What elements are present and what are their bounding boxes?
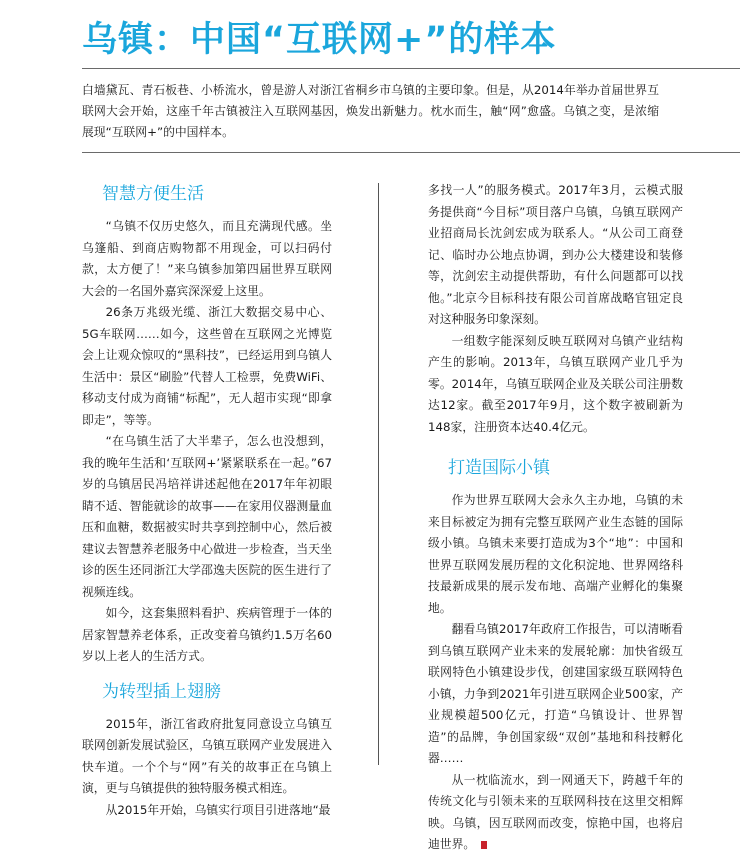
paragraph: 26条万兆级光缆、浙江大数据交易中心、5G车联网……如今，这些曾在互联网之光博览会上让观众惊叹的“黑科技”，已经运用到乌镇人生活中：景区“刷脸”代替人工检票，免费WiFi、移动支付成为商铺“标配”，无人超市实现“即拿即走”，等等。 [82,305,332,427]
section-heading-smart-life: 智慧方便生活 [102,184,204,204]
column-divider [378,183,379,765]
paragraph: 一组数字能深刻反映互联网对乌镇产业结构产生的影响。2013年，乌镇互联网产业几乎为零。2014年，乌镇互联网企业及关联公司注册数达12家。截至2017年9月，这个数字被刷新为148家，注册资本达40.4亿元。 [428,333,683,434]
intro-divider [82,152,740,153]
paragraph: 2015年，浙江省政府批复同意设立乌镇互联网创新发展试验区，乌镇互联网产业发展进入快车道。一个个与“网”有关的故事正在乌镇上演，更与乌镇提供的独特服务模式相连。 [82,716,332,795]
paragraph: 从2015年开始，乌镇实行项目引进落地“最 [105,802,331,817]
section-heading-international-town: 打造国际小镇 [448,458,550,478]
left-column [82,180,332,821]
end-mark-icon [481,841,487,849]
title-divider [82,68,740,69]
article-title: 乌镇：中国“互联网+”的样本 [82,20,557,60]
paragraph-final [428,770,683,856]
paragraph: 多找一人”的服务模式。2017年3月，云模式服务提供商“今目标”项目落户乌镇，乌镇互联网产业招商局长沈剑宏成为联系人。“从公司工商登记、临时办公地点协调，到办公大楼建设和装修等，沈剑宏主动提供帮助，有什么问题都可以找他。”北京今目标科技有限公司首席战略官钮定良对这种服务印象深刻。 [428,183,683,326]
paragraph: “乌镇不仅历史悠久，而且充满现代感。坐乌篷船、到商店购物都不用现金，可以扫码付款，太方便了！”来乌镇参加第四届世界互联网大会的一名国外嘉宾深深爱上这里。 [82,219,332,298]
article-intro: 白墙黛瓦、青石板巷、小桥流水，曾是游人对浙江省桐乡市乌镇的主要印象。但是，从2014年举办首届世界互联网大会开始，这座千年古镇被注入互联网基因，焕发出新魅力。枕水而生，触“网”愈盛。乌镇之变，是浓缩展现“互联网+”的中国样本。 [82,83,659,139]
paragraph: “在乌镇生活了大半辈子，怎么也没想到，我的晚年生活和‘互联网+’紧紧联系在一起。”67岁的乌镇居民冯培祥讲述起他在2017年年初眼睛不适、智能就诊的故事——在家用仪器测量血压和血糖，数据被实时共享到控制中心，然后被建议去智慧养老服务中心做进一步检查，当天坐诊的医生还同浙江大学邵逸夫医院的医生进行了视频连线。 [82,434,332,599]
right-column [428,180,683,856]
paragraph: 翻看乌镇2017年政府工作报告，可以清晰看到乌镇互联网产业未来的发展轮廓：加快省级互联网特色小镇建设步伐，创建国家级互联网特色小镇，力争到2021年引进互联网企业500家，产业规模超500亿元，打造“乌镇设计、世界智造”的品牌，争创国家级“双创”基地和科技孵化器…… [428,622,683,765]
paragraph-final-text: 从一枕临流水，到一网通天下，跨越千年的传统文化与引领未来的互联网科技在这里交相辉映。乌镇，因互联网而改变，惊艳中国，也将启迪世界。 [428,772,683,851]
paragraph: 如今，这套集照料看护、疾病管理于一体的居家智慧养老体系，正改变着乌镇约1.5万名60岁以上老人的生活方式。 [82,606,332,663]
section-heading-transformation: 为转型插上翅膀 [102,681,221,702]
paragraph: 作为世界互联网大会永久主办地，乌镇的未来目标被定为拥有完整互联网产业生态链的国际级小镇。乌镇未来要打造成为3个“地”：中国和世界互联网发展历程的文化积淀地、世界网络科技最新成果的展示发布地、高端产业孵化的集聚地。 [428,493,683,615]
